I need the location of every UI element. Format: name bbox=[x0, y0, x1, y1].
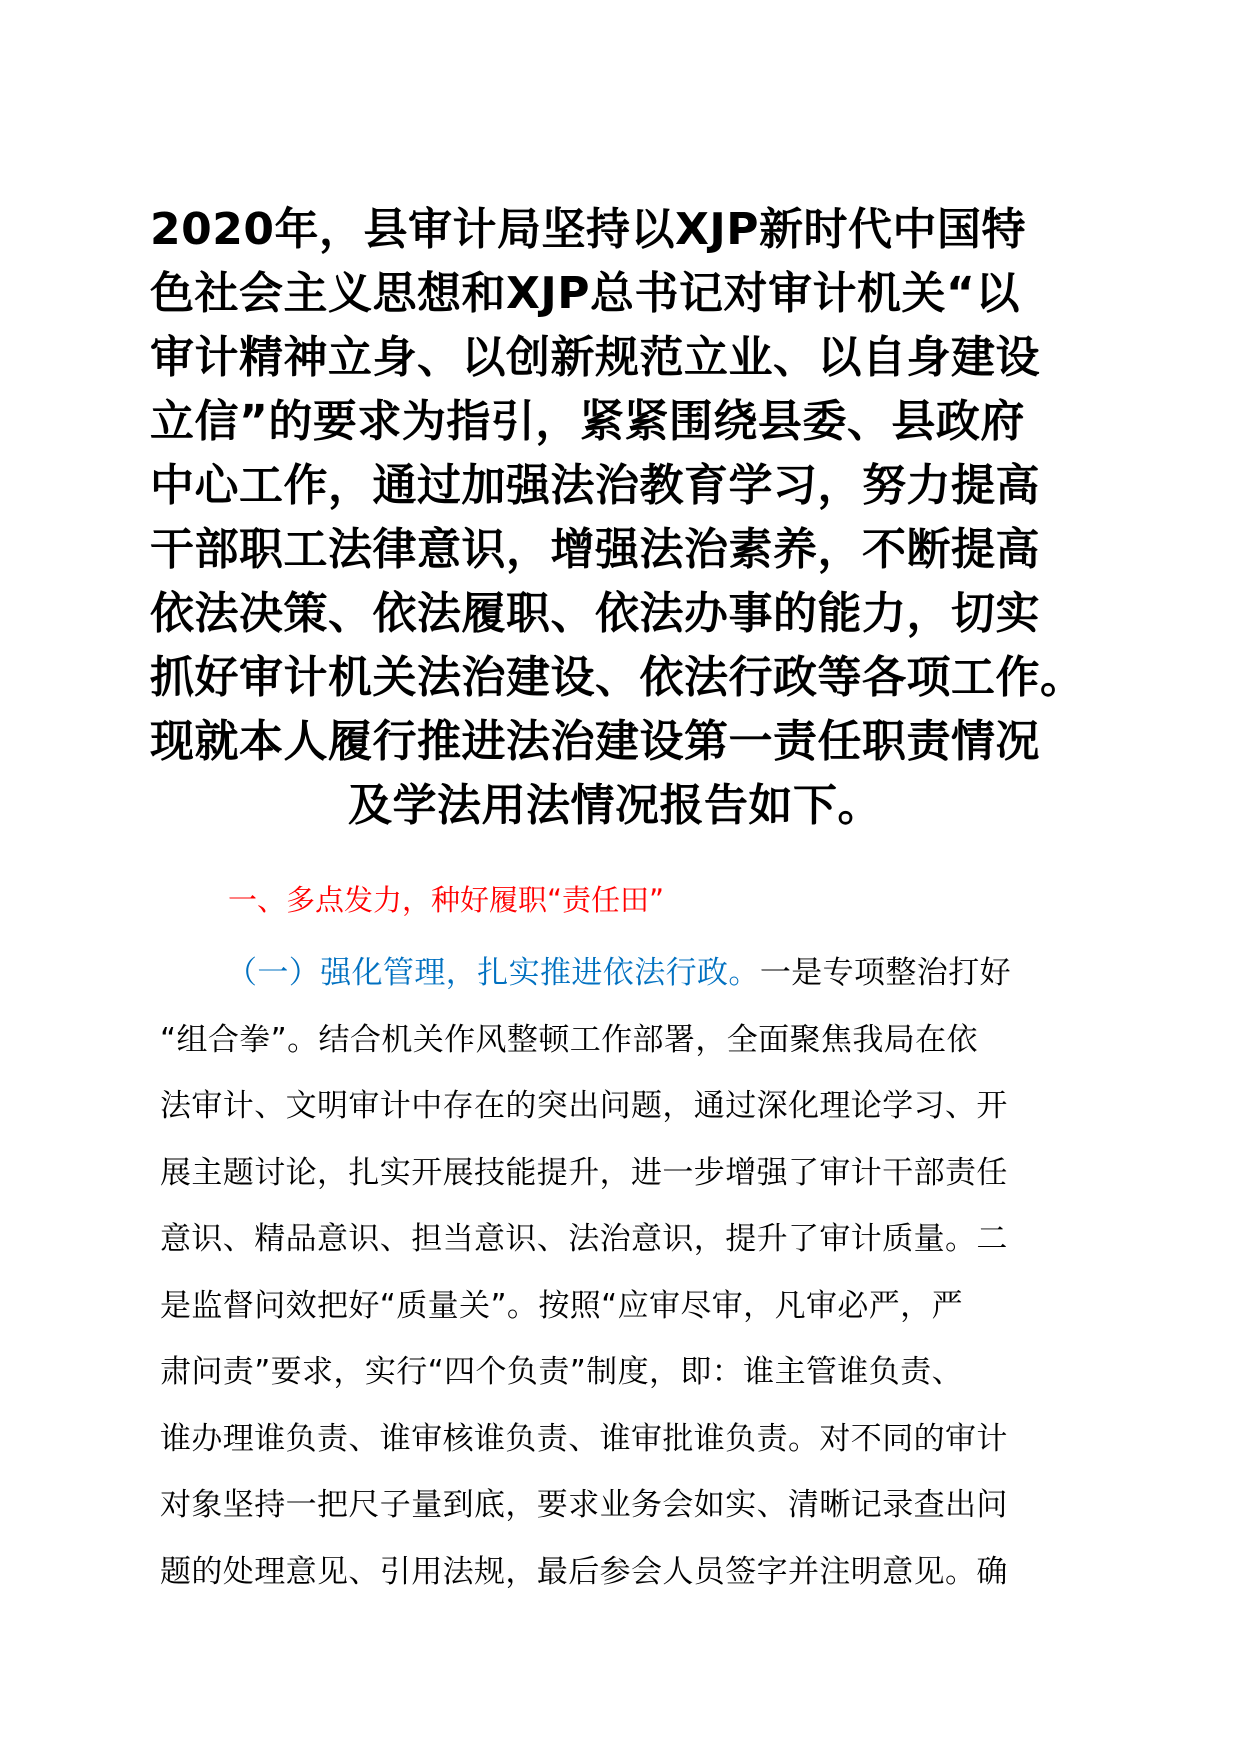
body-line: 肃问责”要求，实行“四个负责”制度，即：谁主管谁负责、 bbox=[160, 1354, 963, 1390]
intro-line-last: 及学法用法情况报告如下。 bbox=[348, 780, 882, 831]
body-line-first bbox=[160, 940, 1100, 1007]
body-line: 展主题讨论，扎实开展技能提升，进一步增强了审计干部责任 bbox=[160, 1154, 1008, 1191]
intro-line: 审计精神立身、以创新规范立业、以自身建设 bbox=[150, 332, 1040, 383]
intro-line: 抓好审计机关法治建设、依法行政等各项工作。 bbox=[150, 652, 1085, 703]
subsection-heading: （一）强化管理，扎实推进依法行政。 bbox=[226, 955, 760, 991]
body-line: 法审计、文明审计中存在的突出问题，通过深化理论学习、开 bbox=[160, 1088, 1008, 1124]
intro-line: 2020年，县审计局坚持以XJP新时代中国特 bbox=[150, 204, 1027, 255]
body-text: 一是专项整治打好 bbox=[759, 955, 1012, 991]
intro-line: 立信”的要求为指引，紧紧围绕县委、县政府 bbox=[150, 396, 1025, 447]
intro-line: 干部职工法律意识，增强法治素养，不断提高 bbox=[150, 524, 1040, 575]
section-heading: 一、多点发力，种好履职“责任田” bbox=[228, 883, 665, 917]
body-line: 对象坚持一把尺子量到底，要求业务会如实、清晰记录查出问 bbox=[160, 1487, 1008, 1523]
section-body bbox=[160, 940, 1100, 1605]
body-line: 谁办理谁负责、谁审核谁负责、谁审批谁负责。对不同的审计 bbox=[160, 1420, 1008, 1457]
intro-paragraph bbox=[150, 198, 1090, 838]
body-line: 题的处理意见、引用法规，最后参会人员签字并注明意见。确 bbox=[160, 1553, 1008, 1590]
body-line: “组合拳”。结合机关作风整顿工作部署，全面聚焦我局在依 bbox=[160, 1021, 978, 1058]
body-line: 是监督问效把好“质量关”。按照“应审尽审，凡审必严，严 bbox=[160, 1287, 963, 1324]
intro-line: 依法决策、依法履职、依法办事的能力，切实 bbox=[150, 588, 1040, 639]
intro-line: 色社会主义思想和XJP总书记对审计机关“以 bbox=[150, 268, 1020, 319]
body-line: 意识、精品意识、担当意识、法治意识，提升了审计质量。二 bbox=[160, 1221, 1008, 1257]
intro-line: 现就本人履行推进法治建设第一责任职责情况 bbox=[150, 716, 1040, 767]
intro-line: 中心工作，通过加强法治教育学习，努力提高 bbox=[150, 460, 1040, 511]
